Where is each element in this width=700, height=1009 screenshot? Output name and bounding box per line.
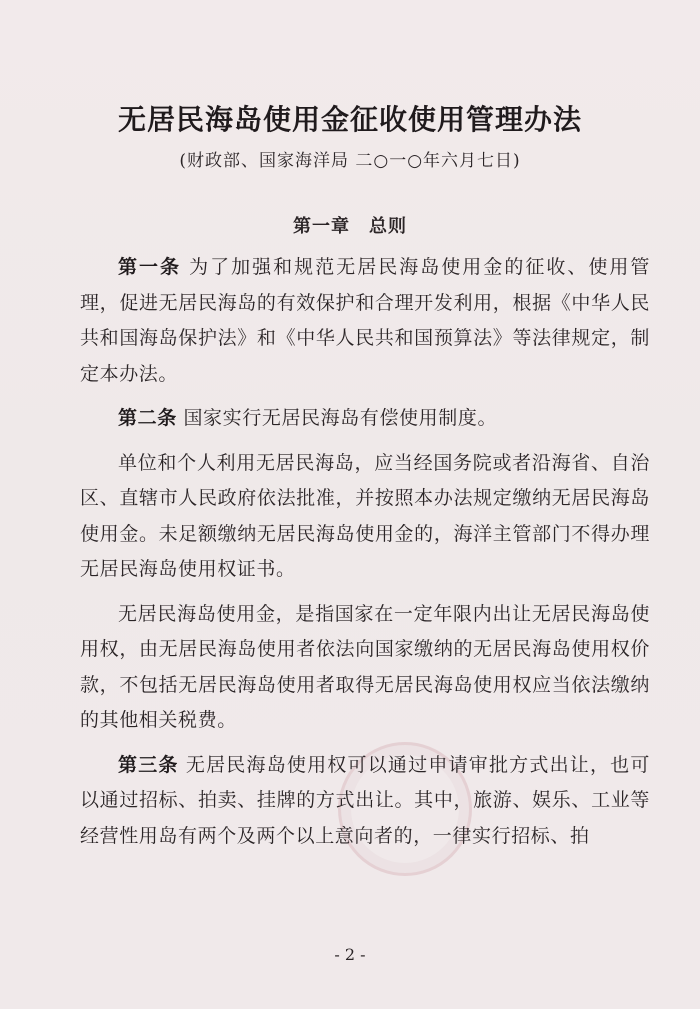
article-3 bbox=[80, 748, 650, 855]
article-1 bbox=[80, 250, 650, 392]
paragraph-2: 无居民海岛使用金，是指国家在一定年限内出让无居民海岛使用权，由无居民海岛使用者依法向国家缴纳的无居民海岛使用权价款，不包括无居民海岛使用者取得无居民海岛使用权应当依法缴纳的其他相关税费。 bbox=[80, 602, 650, 731]
article-2 bbox=[80, 401, 650, 437]
article-3-number: 第三条 bbox=[118, 753, 179, 776]
article-2-text: 国家实行无居民海岛有偿使用制度。 bbox=[183, 407, 498, 429]
paragraph-1: 单位和个人利用无居民海岛，应当经国务院或者沿海省、自治区、直辖市人民政府依法批准，并按照本办法规定缴纳无居民海岛使用金。未足额缴纳无居民海岛使用金的，海洋主管部门不得办理无居民海岛使用权证书。 bbox=[80, 451, 650, 580]
article-1-text: 为了加强和规范无居民海岛使用金的征收、使用管理，促进无居民海岛的有效保护和合理开发利用，根据《中华人民共和国海岛保护法》和《中华人民共和国预算法》等法律规定，制定本办法。 bbox=[80, 256, 650, 385]
article-3-text: 无居民海岛使用权可以通过申请审批方式出让，也可以通过招标、拍卖、挂牌的方式出让。其中，旅游、娱乐、工业等经营性用岛有两个及两个以上意向者的，一律实行招标、拍 bbox=[80, 753, 650, 847]
article-1-number: 第一条 bbox=[118, 256, 182, 278]
page-number: - 2 - bbox=[334, 945, 366, 964]
document-subtitle: (财政部、国家海洋局 二○一○年六月七日) bbox=[179, 151, 521, 171]
article-2-number: 第二条 bbox=[118, 407, 177, 429]
document-body bbox=[80, 250, 650, 863]
document-title: 无居民海岛使用金征收使用管理办法 bbox=[117, 103, 582, 136]
chapter-heading: 第一章 总则 bbox=[293, 216, 407, 237]
